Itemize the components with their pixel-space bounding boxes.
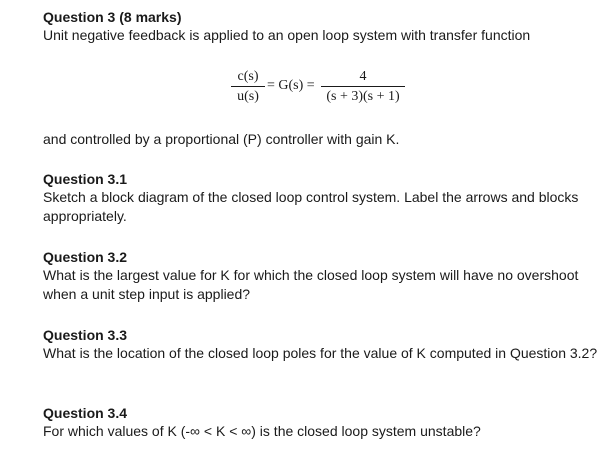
- question-3-1-title: Question 3.1: [43, 171, 128, 187]
- question-3-2-section: [43, 248, 600, 304]
- question-3-1-section: [43, 170, 600, 226]
- lhs-denominator: u(s): [237, 89, 259, 104]
- question-3-3-title: Question 3.3: [43, 327, 128, 343]
- lhs-fraction: [231, 68, 265, 105]
- controller-text: and controlled by a proportional (P) controller with gain K.: [43, 131, 400, 147]
- lhs-fraction-bar: [231, 86, 265, 87]
- equation-middle: = G(s) =: [267, 78, 315, 93]
- question-3-4-title: Question 3.4: [43, 405, 128, 421]
- rhs-numerator: 4: [359, 69, 367, 84]
- rhs-fraction-bar: [321, 86, 405, 87]
- question-3-title: Question 3 (8 marks): [43, 9, 182, 25]
- question-3-3-section: [43, 326, 600, 363]
- question-3-2-title: Question 3.2: [43, 249, 128, 265]
- question-3-intro: Unit negative feedback is applied to an open loop system with transfer function: [43, 27, 531, 43]
- transfer-function-equation: [43, 64, 600, 120]
- lhs-numerator: c(s): [237, 69, 259, 84]
- question-3-1-text: Sketch a block diagram of the closed loop control system. Label the arrows and blocks appropriately.: [43, 189, 579, 224]
- question-3-3-text: What is the location of the closed loop poles for the value of K computed in Question 3.2?: [43, 345, 598, 361]
- question-3-section: [43, 8, 600, 45]
- rhs-fraction: [321, 68, 405, 105]
- question-3-4-text: For which values of K (-∞ < K < ∞) is the closed loop system unstable?: [43, 423, 481, 439]
- rhs-denominator: (s + 3)(s + 1): [326, 89, 400, 104]
- question-3-2-text: What is the largest value for K for which the closed loop system will have no overshoot when a unit step input is applied?: [43, 267, 579, 302]
- controller-statement: [43, 130, 600, 149]
- question-3-4-section: [43, 404, 600, 441]
